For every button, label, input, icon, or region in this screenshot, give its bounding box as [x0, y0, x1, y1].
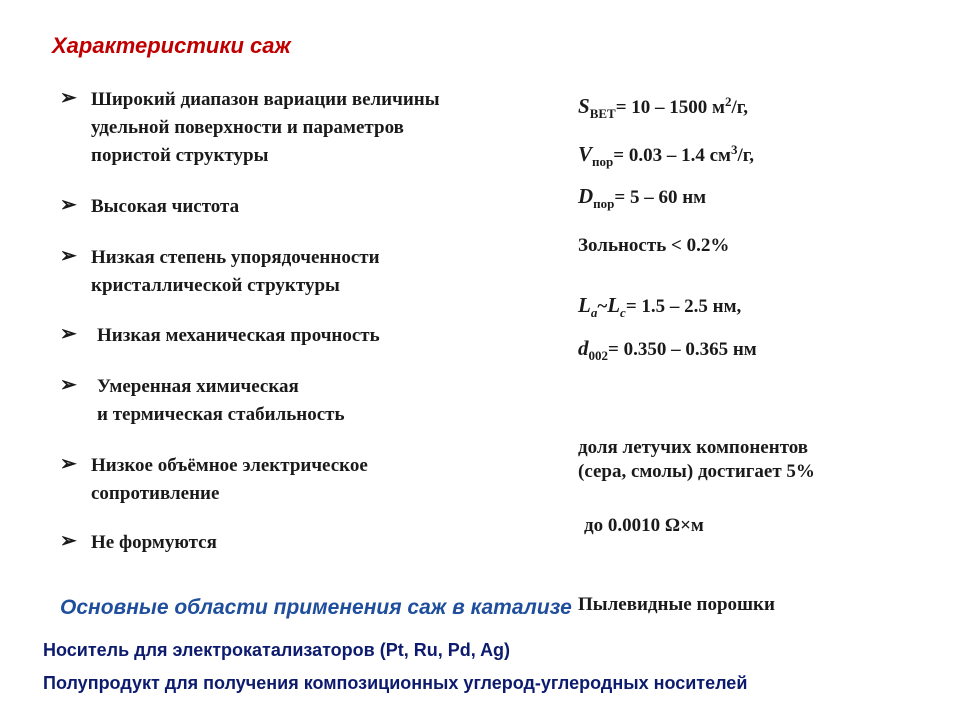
arrow-bullet-icon: ➢: [60, 245, 77, 267]
prop-symbol: L: [578, 293, 591, 317]
bullet-line: и термическая стабильность: [97, 404, 345, 425]
prop-pore-diameter: [578, 184, 706, 216]
prop-subscript: 002: [588, 348, 608, 363]
prop-ash-content: Зольность < 0.2%: [578, 235, 730, 256]
bullet-item-forming: [60, 529, 530, 557]
prop-interlayer-spacing: [578, 336, 757, 368]
prop-unit: /г,: [731, 97, 748, 118]
prop-symbol: L: [607, 293, 621, 317]
prop-resistivity: до 0.0010 Ω×м: [584, 515, 704, 536]
prop-symbol: d: [578, 336, 589, 360]
bullet-line: Низкая механическая прочность: [97, 325, 380, 346]
bullet-line: пористой структуры: [91, 145, 269, 166]
bullet-line: сопротивление: [91, 483, 220, 504]
arrow-bullet-icon: ➢: [60, 530, 77, 552]
prop-line: доля летучих компонентов: [578, 437, 809, 458]
bullet-line: кристаллической структуры: [91, 275, 340, 296]
bullet-item-strength: [60, 322, 530, 350]
prop-symbol: S: [578, 94, 590, 118]
arrow-bullet-icon: ➢: [60, 453, 77, 475]
arrow-bullet-icon: ➢: [60, 194, 77, 216]
prop-tilde: ~: [597, 296, 608, 317]
application-item: Носитель для электрокатализаторов (Pt, Ru, Pd, Ag): [43, 640, 511, 660]
prop-symbol: V: [578, 142, 593, 166]
bullet-line: Низкая степень упорядоченности: [91, 247, 380, 268]
arrow-bullet-icon: ➢: [60, 374, 77, 396]
prop-value: = 5 – 60 нм: [614, 187, 707, 208]
bullet-line: Высокая чистота: [91, 196, 240, 217]
prop-crystallite-size: [578, 293, 741, 325]
prop-surface-area: [578, 90, 748, 126]
prop-volatile-components: [578, 436, 815, 484]
bullet-line: Не формуются: [91, 532, 217, 553]
prop-symbol: D: [578, 184, 594, 208]
slide-title: Характеристики саж: [52, 33, 291, 58]
application-item: Полупродукт для получения композиционных углерод-углеродных носителей: [43, 673, 748, 693]
bullet-line: Умеренная химическая: [97, 376, 299, 397]
bullet-line: удельной поверхности и параметров: [91, 117, 404, 138]
bullet-item-resistivity: [60, 452, 530, 508]
bullet-item-stability: [60, 373, 530, 429]
bullet-line: Широкий диапазон вариации величины: [91, 89, 440, 110]
prop-unit: /г,: [737, 145, 754, 166]
prop-subscript: a: [590, 305, 598, 320]
bullet-line: Низкое объёмное электрическое: [91, 455, 368, 476]
prop-value: = 0.350 – 0.365 нм: [608, 339, 757, 360]
prop-value: = 0.03 – 1.4 см: [613, 145, 731, 166]
prop-subscript: c: [620, 305, 626, 320]
bullet-item-surface: [60, 86, 530, 170]
prop-pore-volume: [578, 138, 754, 174]
prop-superscript: 2: [724, 94, 732, 109]
prop-dusty-powders: Пылевидные порошки: [578, 594, 775, 615]
prop-value: = 1.5 – 2.5 нм,: [625, 296, 742, 317]
prop-subscript: пор: [592, 154, 614, 169]
bullet-item-order: [60, 244, 530, 300]
applications-title: Основные области применения саж в катализе: [60, 596, 572, 619]
bullet-item-purity: [60, 193, 530, 221]
prop-value: = 10 – 1500 м: [615, 97, 725, 118]
arrow-bullet-icon: ➢: [60, 323, 77, 345]
prop-subscript: пор: [593, 196, 615, 211]
arrow-bullet-icon: ➢: [60, 87, 77, 109]
prop-subscript: BET: [589, 106, 616, 121]
prop-superscript: 3: [730, 142, 738, 157]
prop-line: (сера, смолы) достигает 5%: [578, 461, 815, 482]
